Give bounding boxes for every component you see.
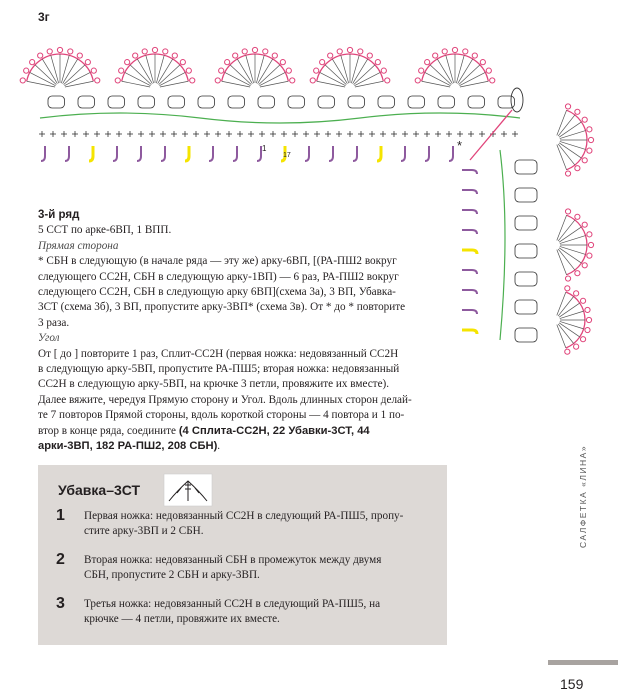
picot [68,49,73,54]
picot [575,214,580,219]
fan-stitch [560,141,586,149]
base-hook [305,146,309,161]
picot [565,276,570,281]
base-hook [329,146,333,161]
step-number: 2 [56,551,65,568]
box-title: Убавка–3СТ [58,482,141,498]
picot [575,166,580,171]
corner-title: Угол [38,332,60,345]
green-column [500,150,505,340]
corner-line [38,439,438,454]
fan-stitch [560,236,586,244]
corner-bobble [511,88,523,112]
footer-bar [548,660,618,665]
step-number: 3 [56,595,65,612]
picot [565,286,570,291]
picot [580,337,585,342]
picot [381,68,386,73]
chain-loop [348,96,365,108]
fan-stitch [325,65,346,85]
straight-side-line: следующего СС2Н, СБН в следующую арку 6ВП](схема 3а), 3 ВП, Убавка- [38,286,396,299]
base-hook [137,146,141,161]
side-hook [462,190,477,194]
picot [24,68,29,73]
picot [565,104,570,109]
picot [587,253,592,258]
base-hook [185,146,189,161]
chain-loop [228,96,245,108]
picot [419,68,424,73]
picot [587,232,592,237]
picot [215,78,220,83]
base-hook [257,146,261,161]
straight-side-line: 3 раза. [38,316,70,329]
picot [272,53,277,58]
picot [565,349,570,354]
picot [91,68,96,73]
corner-diagonal [470,110,512,160]
corner-line: СС2Н в следующую арку-5ВП, на крючке 3 петли, провяжите их вместе). [38,378,390,391]
fan-stitch [259,65,280,85]
fan-stitch [355,81,383,87]
picot [320,60,325,65]
picot [233,53,238,58]
base-hook [425,146,429,161]
straight-side-line: 3СТ (схема 3б), 3 ВП, пропустите арку-3ВП* (схема 3в). От * до * повторите [38,301,406,314]
chain-loop [515,188,537,202]
picot [582,263,587,268]
picot [186,68,191,73]
base-hook [113,146,117,161]
base-hook [41,146,45,161]
picot [280,60,285,65]
side-hook [462,290,477,294]
picot [328,53,333,58]
picot [587,127,592,132]
corner-line: те 7 повторов Прямой стороны, вдоль короткой стороны — 4 повтора и 1 по- [38,409,405,422]
picot [463,49,468,54]
fan-stitch [559,143,581,158]
corner-line-text: втор в конце ряда, соедините [38,424,177,437]
step-text: крючке — 4 петли, провяжите их вместе. [84,613,280,625]
fan-stitch [130,65,151,85]
step-text: Третья ножка: недовязанный СС2Н в следующий РА-ПШ5, на [84,598,381,610]
chain-loop [138,96,155,108]
picot [575,109,580,114]
chart-number-1: 1 [262,144,267,153]
chain-loop [378,96,395,108]
fan-stitch [159,65,180,85]
step-text: Первая ножка: недовязанный СС2Н в следующий РА-ПШ5, пропу- [84,510,404,522]
picot [57,47,62,52]
picot [252,47,257,52]
picot [225,60,230,65]
picot [125,60,130,65]
picot [47,49,52,54]
side-hook [462,250,477,254]
picot [115,78,120,83]
fan-stitch [27,81,55,87]
picot [358,49,363,54]
picot [286,68,291,73]
picot [375,60,380,65]
chart-number-17: 17 [283,152,291,159]
decrease-step-2 [56,552,431,583]
chain-loop [48,96,65,108]
chain-loop [515,328,537,342]
picot [314,68,319,73]
picot [290,78,295,83]
step-number: 1 [56,507,65,524]
decrease-step-3 [56,596,431,627]
picot [30,60,35,65]
fan-stitch [317,81,345,87]
picot [119,68,124,73]
picot [38,53,43,58]
straight-side-title: Прямая сторона [38,239,119,252]
side-hook [462,270,477,274]
picot [180,60,185,65]
base-hook [209,146,213,161]
picot [263,49,268,54]
base-hook [65,146,69,161]
picot [565,171,570,176]
fan-stitch [560,246,586,254]
chain-loop [408,96,425,108]
side-hook [462,170,477,174]
section-title-vertical: САЛФЕТКА «ЛИНА» [578,444,588,548]
picot [574,291,579,296]
base-hook [353,146,357,161]
picot [142,49,147,54]
picot [425,60,430,65]
picot [585,307,590,312]
picot [85,60,90,65]
picot [480,60,485,65]
picot [486,68,491,73]
fan-stitch [230,65,251,85]
row-intro: 5 ССТ по арке-6ВП, 1 ВПП. [38,224,172,237]
chain-loop [258,96,275,108]
picot [565,209,570,214]
fan-stitch [160,81,188,87]
picot [347,47,352,52]
picot [219,68,224,73]
picot [172,53,177,58]
side-hook [462,230,477,234]
chain-loop [318,96,335,108]
picot [582,222,587,227]
chain-loop [515,160,537,174]
corner-line: в следующую арку-5ВП, пропустите РА-ПШ5; вторая ножка: недовязанный [38,363,400,376]
fan-stitch [122,81,150,87]
straight-side-line: следующего СС2Н, СБН в следующую арку-1ВП) — 6 раз, РА-ПШ2 вокруг [38,270,399,283]
picot [585,327,590,332]
picot [77,53,82,58]
fan-stitch [559,323,580,337]
straight-side-line: * СБН в следующую (в начале ряда — эту же) арку-6ВП, [(РА-ПШ2 вокруг [38,255,397,268]
base-hook [377,146,381,161]
chain-loop [438,96,455,108]
fan-stitch [430,65,451,85]
step-text: стите арку-3ВП и 2 СБН. [84,525,204,537]
chain-loop [108,96,125,108]
fan-stitch [560,131,586,139]
picot [586,317,591,322]
chain-loop [198,96,215,108]
chain-loop [515,216,537,230]
step-text: Вторая ножка: недовязанный СБН в промежуток между двумя [84,554,382,566]
picot [95,78,100,83]
row-summary: (4 Сплита-СС2Н, 22 Убавки-3СТ, 44 [178,424,370,437]
base-hook [401,146,405,161]
chain-loop [515,300,537,314]
chain-loop [468,96,485,108]
base-hook [89,146,93,161]
step-text: СБН, пропустите 2 СБН и арку-3ВП. [84,569,260,581]
chain-loop [78,96,95,108]
row-summary: арки-3ВП, 182 РА-ПШ2, 208 СБН) [38,440,218,453]
fan-stitch [422,81,450,87]
picot [433,53,438,58]
decrease-symbol-icon [163,473,213,507]
fan-stitch [260,81,288,87]
chart-start-mark: * [457,138,463,153]
base-hook [161,146,165,161]
fan-stitch [64,65,85,85]
fan-stitch [559,227,581,242]
fan-stitch [559,248,581,263]
picot [190,78,195,83]
row-heading: 3-й ряд [38,209,80,221]
fan-stitch [354,65,375,85]
picot [163,49,168,54]
corner-line: От [ до ] повторите 1 раз, Сплит-СС2Н (первая ножка: недовязанный СС2Н [38,347,399,360]
picot [575,271,580,276]
picot [582,117,587,122]
fan-stitch [222,81,250,87]
fan-stitch [35,65,56,85]
picot [242,49,247,54]
picot [385,78,390,83]
chain-loop [515,244,537,258]
fan-stitch [65,81,93,87]
picot [415,78,420,83]
chain-loop [288,96,305,108]
picot [574,344,579,349]
fan-stitch [559,122,581,137]
fan-stitch [459,65,480,85]
picot [588,242,593,247]
decrease-info-box [38,465,447,645]
side-hook [462,330,477,334]
picot [152,47,157,52]
picot [452,47,457,52]
row-summary-end: . [217,440,221,453]
picot [490,78,495,83]
picot [582,158,587,163]
base-hook [449,146,453,161]
picot [337,49,342,54]
picot [310,78,315,83]
decrease-step-1 [56,508,431,539]
picot [580,298,585,303]
row-instructions [38,208,438,455]
picot [442,49,447,54]
chain-loop [168,96,185,108]
chain-loop [515,272,537,286]
figure-label: 3г [38,10,50,24]
page-number: 159 [560,676,584,692]
side-hook [462,310,477,314]
fan-stitch [460,81,488,87]
picot [133,53,138,58]
corner-line: Далее вяжите, чередуя Прямую сторону и Угол. Вдоль длинных сторон делай- [38,393,412,406]
side-hook [462,210,477,214]
picot [472,53,477,58]
fan-stitch [560,321,584,328]
green-row [40,113,520,123]
picot [20,78,25,83]
picot [367,53,372,58]
fan-stitch [559,303,580,317]
base-hook [233,146,237,161]
fan-stitch [560,311,584,318]
picot [588,137,593,142]
corner-line [38,424,438,439]
picot [587,148,592,153]
